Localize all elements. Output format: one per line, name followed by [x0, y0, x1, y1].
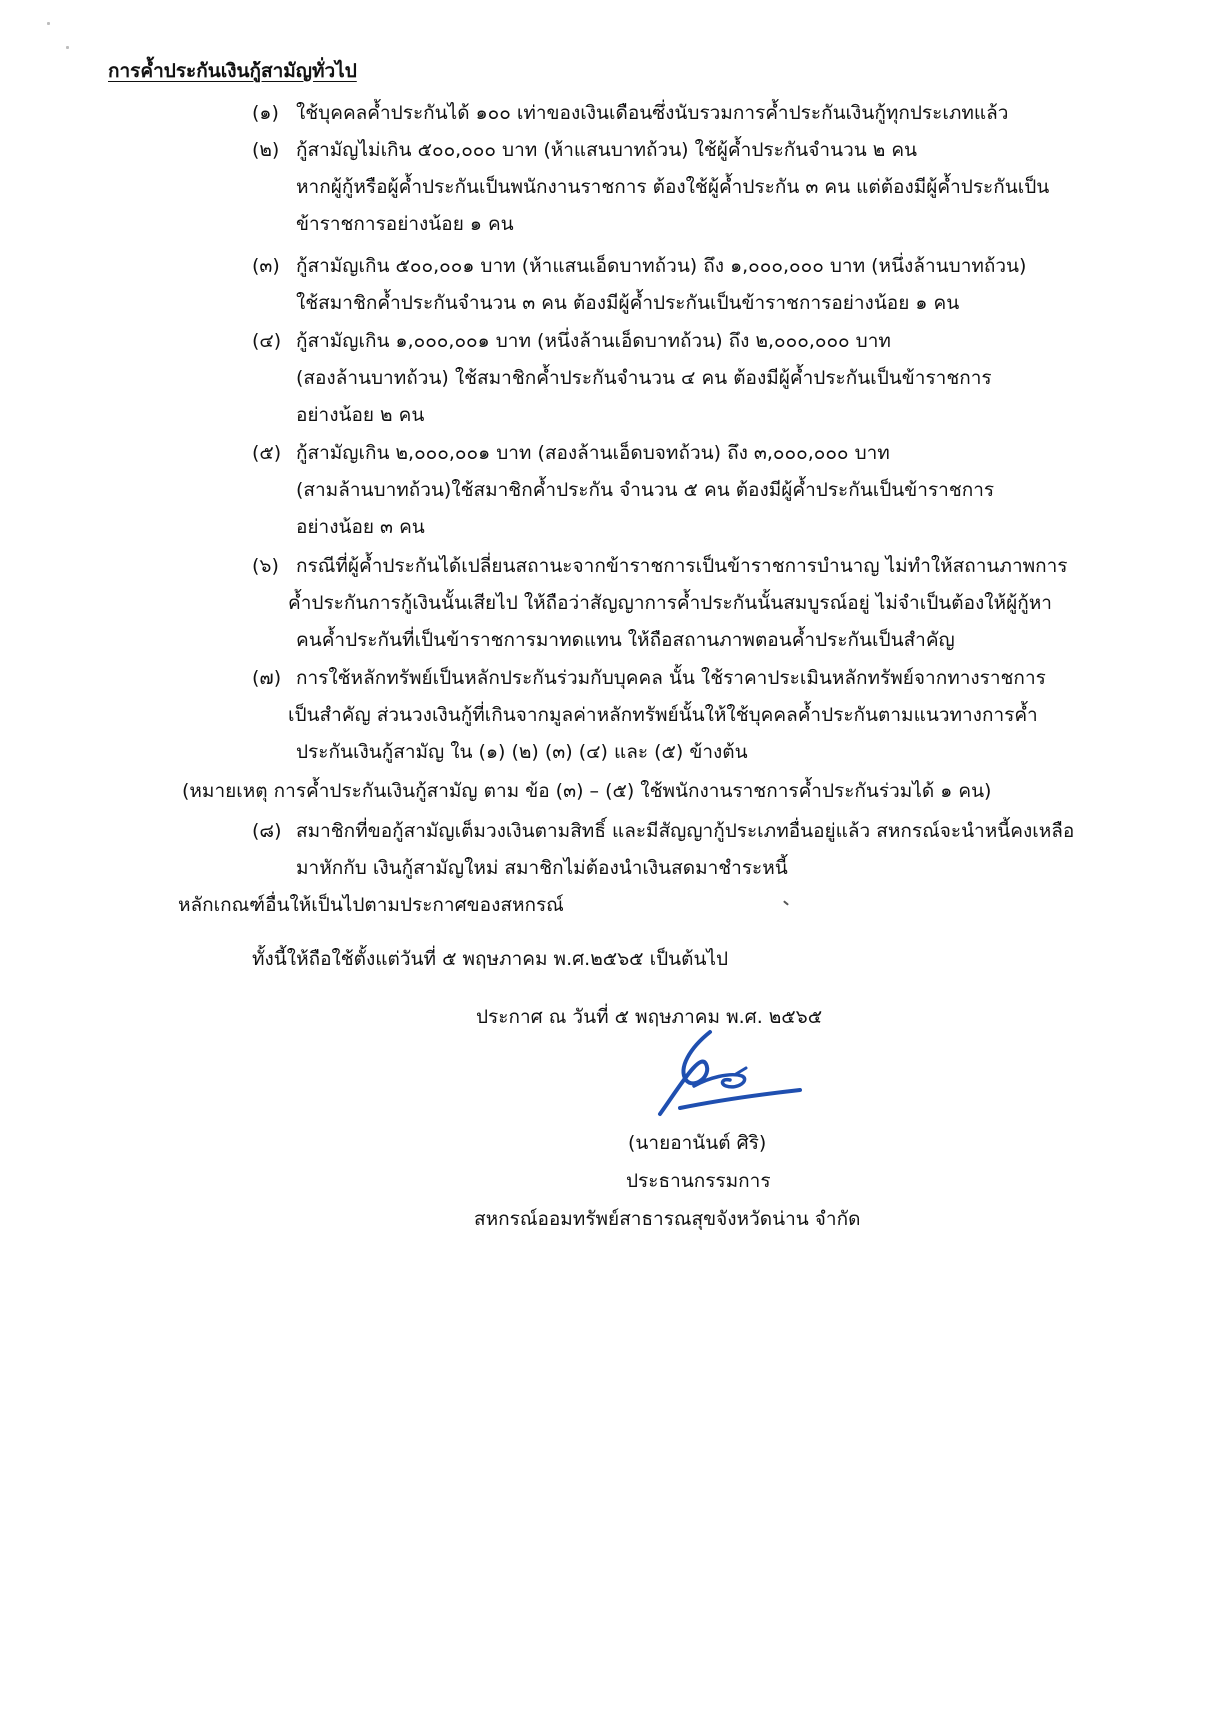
item-3-line-2: ใช้สมาชิกค้ำประกันจำนวน ๓ คน ต้องมีผู้ค้ำประกันเป็นข้าราชการอย่างน้อย ๑ คน — [296, 292, 960, 314]
item-6-line-1: กรณีที่ผู้ค้ำประกันได้เปลี่ยนสถานะจากข้าราชการเป็นข้าราชการบำนาญ ไม่ทำให้สถานภาพการ — [296, 555, 1068, 577]
item-4-line-2: (สองล้านบาทถ้วน) ใช้สมาชิกค้ำประกันจำนวน ๔ คน ต้องมีผู้ค้ำประกันเป็นข้าราชการ — [296, 367, 992, 389]
item-4-number: (๔) — [252, 330, 282, 352]
item-1-number: (๑) — [252, 102, 279, 124]
item-7-number: (๗) — [252, 667, 282, 689]
signatory-title: ประธานกรรมการ — [626, 1170, 771, 1192]
item-4-line-3: อย่างน้อย ๒ คน — [296, 404, 425, 426]
item-2-line-3: ข้าราชการอย่างน้อย ๑ คน — [296, 213, 514, 235]
other-rules-line: หลักเกณฑ์อื่นให้เป็นไปตามประกาศของสหกรณ์ — [178, 894, 564, 916]
item-1-line-1: ใช้บุคคลค้ำประกันได้ ๑๐๐ เท่าของเงินเดือนซึ่งนับรวมการค้ำประกันเงินกู้ทุกประเภทแล้ว — [296, 102, 1009, 124]
signatory-name: (นายอานันต์ ศิริ) — [628, 1132, 767, 1154]
item-7-line-3: ประกันเงินกู้สามัญ ใน (๑) (๒) (๓) (๔) และ (๕) ข้างต้น — [296, 741, 748, 763]
item-5-line-3: อย่างน้อย ๓ คน — [296, 516, 425, 538]
item-2-line-1: กู้สามัญไม่เกิน ๕๐๐,๐๐๐ บาท (ห้าแสนบาทถ้วน) ใช้ผู้ค้ำประกันจำนวน ๒ คน — [296, 139, 918, 161]
item-3-number: (๓) — [252, 255, 280, 277]
document-heading: การค้ำประกันเงินกู้สามัญทั่วไป — [108, 60, 357, 82]
item-6-line-3: คนค้ำประกันที่เป็นข้าราชการมาทดแทน ให้ถือสถานภาพตอนค้ำประกันเป็นสำคัญ — [296, 629, 955, 651]
item-5-number: (๕) — [252, 442, 282, 464]
item-8-line-2: มาหักกับ เงินกู้สามัญใหม่ สมาชิกไม่ต้องนำเงินสดมาชำระหนี้ — [296, 857, 788, 879]
scan-speck — [47, 22, 50, 25]
organization-name: สหกรณ์ออมทรัพย์สาธารณสุขจังหวัดน่าน จำกัด — [474, 1208, 861, 1230]
item-8-number: (๘) — [252, 820, 282, 842]
item-4-line-1: กู้สามัญเกิน ๑,๐๐๐,๐๐๑ บาท (หนึ่งล้านเอ็ดบาทถ้วน) ถึง ๒,๐๐๐,๐๐๐ บาท — [296, 330, 891, 352]
item-7-line-2: เป็นสำคัญ ส่วนวงเงินกู้ที่เกินจากมูลค่าหลักทรัพย์นั้นให้ใช้บุคคลค้ำประกันตามแนวทางการค้ำ — [288, 704, 1038, 726]
item-8-line-1: สมาชิกที่ขอกู้สามัญเต็มวงเงินตามสิทธิ์ และมีสัญญากู้ประเภทอื่นอยู่แล้ว สหกรณ์จะนำหนี้คงเหลือ — [296, 820, 1075, 842]
note-line: (หมายเหตุ การค้ำประกันเงินกู้สามัญ ตาม ข้อ (๓) – (๕) ใช้พนักงานราชการค้ำประกันร่วมได้ ๑ คน) — [182, 780, 992, 802]
handwritten-signature — [650, 1028, 810, 1118]
item-6-number: (๖) — [252, 555, 279, 577]
scan-speck — [783, 900, 789, 905]
item-5-line-1: กู้สามัญเกิน ๒,๐๐๐,๐๐๑ บาท (สองล้านเอ็ดบจทถ้วน) ถึง ๓,๐๐๐,๐๐๐ บาท — [296, 442, 890, 464]
item-7-line-1: การใช้หลักทรัพย์เป็นหลักประกันร่วมกับบุคคล นั้น ใช้ราคาประเมินหลักทรัพย์จากทางราชการ — [296, 667, 1046, 689]
announcement-date-line: ประกาศ ณ วันที่ ๕ พฤษภาคม พ.ศ. ๒๕๖๕ — [476, 1006, 823, 1028]
item-5-line-2: (สามล้านบาทถ้วน)ใช้สมาชิกค้ำประกัน จำนวน ๕ คน ต้องมีผู้ค้ำประกันเป็นข้าราชการ — [296, 479, 995, 501]
item-2-number: (๒) — [252, 139, 280, 161]
effective-date-line: ทั้งนี้ให้ถือใช้ตั้งแต่วันที่ ๕ พฤษภาคม พ.ศ.๒๕๖๕ เป็นต้นไป — [252, 948, 729, 970]
scan-speck — [66, 46, 69, 49]
item-3-line-1: กู้สามัญเกิน ๕๐๐,๐๐๑ บาท (ห้าแสนเอ็ดบาทถ้วน) ถึง ๑,๐๐๐,๐๐๐ บาท (หนึ่งล้านบาทถ้วน) — [296, 255, 1027, 277]
item-2-line-2: หากผู้กู้หรือผู้ค้ำประกันเป็นพนักงานราชการ ต้องใช้ผู้ค้ำประกัน ๓ คน แต่ต้องมีผู้ค้ำประกันเป็น — [296, 176, 1050, 198]
item-6-line-2: ค้ำประกันการกู้เงินนั้นเสียไป ให้ถือว่าสัญญาการค้ำประกันนั้นสมบูรณ์อยู่ ไม่จำเป็นต้องให้ผู้กู้หา — [288, 592, 1052, 614]
